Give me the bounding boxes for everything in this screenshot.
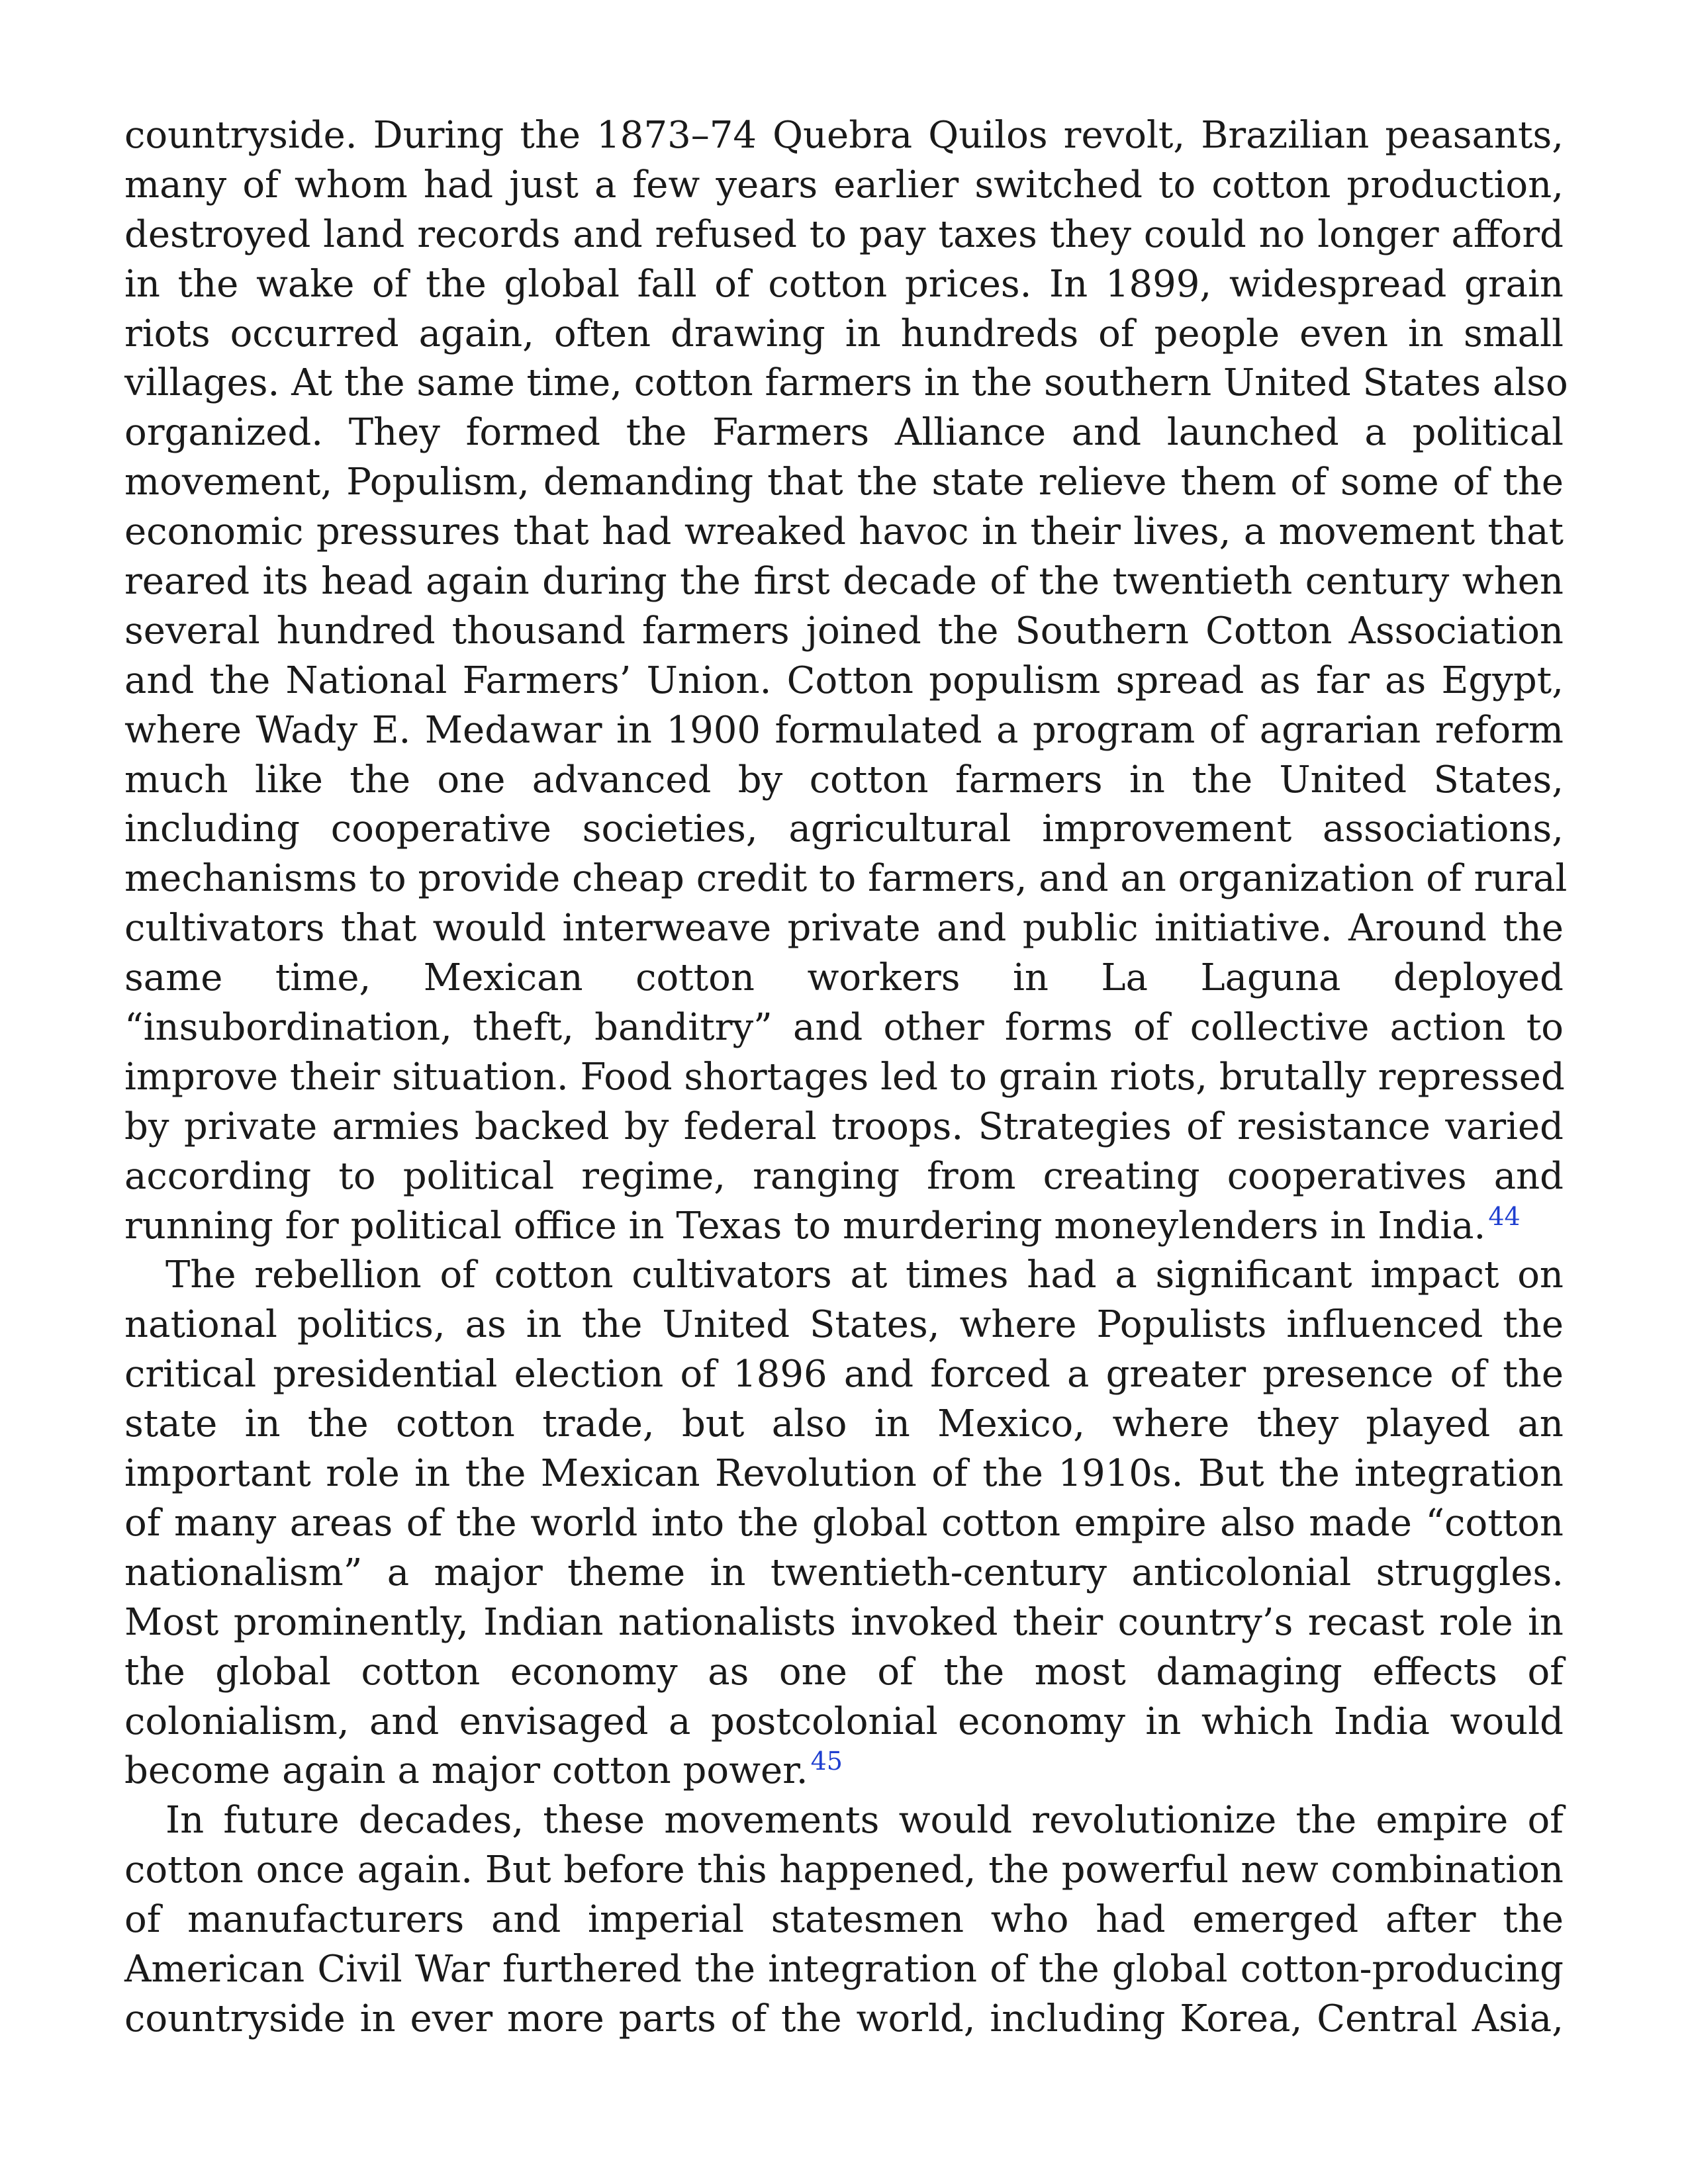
text-line <box>124 458 1564 508</box>
text-line <box>124 310 1564 359</box>
line-text: movement, Populism, demanding that the state relieve them of some of the <box>124 461 1564 504</box>
text-line <box>124 557 1564 607</box>
text-line <box>124 1945 1564 1995</box>
text-line <box>124 1103 1564 1152</box>
line-text: same time, Mexican cotton workers in La Laguna deployed <box>124 956 1564 1000</box>
text-line <box>124 1549 1564 1598</box>
line-text: become again a major cotton power. <box>124 1749 808 1793</box>
text-line <box>124 408 1564 458</box>
footnote-link[interactable]: 44 <box>1488 1201 1521 1231</box>
text-line <box>124 657 1564 706</box>
text-line <box>124 1400 1564 1449</box>
line-text: where Wady E. Medawar in 1900 formulated a program of agrarian reform <box>124 708 1564 752</box>
text-line <box>124 1747 1564 1796</box>
text-line <box>124 1152 1564 1202</box>
text-line <box>124 904 1564 954</box>
text-line <box>124 111 1564 161</box>
text-line <box>124 1598 1564 1648</box>
line-text: villages. At the same time, cotton farmers in the southern United States also <box>124 361 1568 405</box>
line-text: The rebellion of cotton cultivators at times had a significant impact on <box>165 1253 1564 1297</box>
text-line <box>124 1499 1564 1549</box>
text-line <box>124 1796 1564 1846</box>
line-text: national politics, as in the United States, where Populists influenced the <box>124 1303 1564 1347</box>
line-text: In future decades, these movements would revolutionize the empire of <box>165 1799 1564 1843</box>
line-text: “insubordination, theft, banditry” and other forms of collective action to <box>124 1006 1564 1050</box>
line-text: countryside in ever more parts of the world, including Korea, Central Asia, <box>124 1997 1564 2040</box>
line-text: Most prominently, Indian nationalists invoked their country’s recast role in <box>124 1600 1564 1644</box>
line-text: improve their situation. Food shortages led to grain riots, brutally repressed <box>124 1055 1565 1099</box>
paragraph-2 <box>124 1251 1564 1796</box>
text-line <box>124 756 1564 805</box>
line-text: state in the cotton trade, but also in Mexico, where they played an <box>124 1402 1564 1446</box>
line-text: mechanisms to provide cheap credit to farmers, and an organization of rural <box>124 857 1568 901</box>
line-text: important role in the Mexican Revolution of the 1910s. But the integration <box>124 1452 1564 1496</box>
line-text: critical presidential election of 1896 and forced a greater presence of the <box>124 1353 1564 1396</box>
line-text: many of whom had just a few years earlier switched to cotton production, <box>124 163 1564 206</box>
line-text: running for political office in Texas to murdering moneylenders in India. <box>124 1204 1486 1248</box>
line-text: colonialism, and envisaged a postcolonial economy in which India would <box>124 1700 1564 1743</box>
text-line <box>124 1648 1564 1698</box>
text-line <box>124 954 1564 1003</box>
text-line <box>124 1251 1564 1300</box>
text-line <box>124 1698 1564 1747</box>
line-text: by private armies backed by federal troops. Strategies of resistance varied <box>124 1105 1564 1148</box>
text-line <box>124 607 1564 657</box>
text-line <box>124 1202 1564 1251</box>
text-line <box>124 359 1568 408</box>
paragraph-1 <box>124 111 1568 1251</box>
line-text: of many areas of the world into the global cotton empire also made “cotton <box>124 1501 1564 1545</box>
text-line <box>124 854 1568 904</box>
line-text: nationalism” a major theme in twentieth-century anticolonial struggles. <box>124 1551 1564 1594</box>
line-text: the global cotton economy as one of the most damaging effects of <box>124 1650 1564 1694</box>
line-text: American Civil War furthered the integration of the global cotton-producing <box>124 1947 1564 1991</box>
text-line <box>124 1995 1564 2044</box>
line-text: cultivators that would interweave private and public initiative. Around the <box>124 907 1564 950</box>
page-body <box>124 111 1568 2044</box>
text-line <box>124 1350 1564 1400</box>
line-text: in the wake of the global fall of cotton prices. In 1899, widespread grain <box>124 262 1564 306</box>
line-text: of manufacturers and imperial statesmen who had emerged after the <box>124 1898 1564 1942</box>
line-text: cotton once again. But before this happened, the powerful new combination <box>124 1848 1564 1892</box>
line-text: riots occurred again, often drawing in hundreds of people even in small <box>124 312 1564 355</box>
text-line <box>124 1449 1564 1499</box>
text-line <box>124 260 1564 310</box>
footnote-link[interactable]: 45 <box>810 1747 843 1776</box>
line-text: including cooperative societies, agricultural improvement associations, <box>124 807 1564 851</box>
text-line <box>124 508 1564 557</box>
line-text: reared its head again during the first decade of the twentieth century when <box>124 560 1564 604</box>
paragraph-3 <box>124 1796 1564 2044</box>
text-line <box>124 210 1564 260</box>
line-text: destroyed land records and refused to pay taxes they could no longer afford <box>124 212 1564 256</box>
line-text: economic pressures that had wreaked havoc in their lives, a movement that <box>124 510 1564 554</box>
text-line <box>124 1053 1564 1103</box>
line-text: countryside. During the 1873–74 Quebra Quilos revolt, Brazilian peasants, <box>124 114 1564 157</box>
line-text: much like the one advanced by cotton farmers in the United States, <box>124 758 1564 801</box>
text-line <box>124 1846 1564 1895</box>
text-line <box>124 161 1564 210</box>
text-line <box>124 805 1564 854</box>
text-line <box>124 706 1564 756</box>
line-text: organized. They formed the Farmers Alliance and launched a political <box>124 411 1564 455</box>
line-text: according to political regime, ranging from creating cooperatives and <box>124 1154 1564 1198</box>
text-line <box>124 1300 1564 1350</box>
text-line <box>124 1003 1564 1053</box>
line-text: and the National Farmers’ Union. Cotton populism spread as far as Egypt, <box>124 659 1564 702</box>
text-line <box>124 1895 1564 1945</box>
line-text: several hundred thousand farmers joined the Southern Cotton Association <box>124 609 1564 653</box>
